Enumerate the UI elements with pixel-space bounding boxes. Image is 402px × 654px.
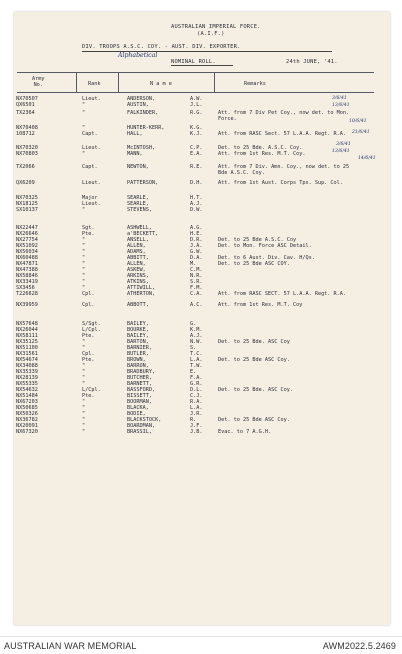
initials: K.J. — [190, 131, 203, 137]
surname: ATKINS, — [127, 279, 149, 285]
surname: ATHERTON, — [127, 291, 156, 297]
surname: BLACKSTOCK, — [127, 417, 162, 423]
roll-title-underline — [171, 65, 233, 66]
initials: J.R. — [190, 411, 203, 417]
initials: N.R. — [190, 273, 203, 279]
surname: STEVENS, — [127, 207, 152, 213]
initials: D.A. — [190, 255, 203, 261]
surname: BARNETT, — [127, 381, 152, 387]
surname: HUNTER-KERR, — [127, 125, 165, 131]
army-number: NX51092 — [16, 243, 38, 249]
rank: L/Cpl. — [82, 387, 101, 393]
rank: " — [82, 375, 86, 381]
surname: BRADBURY, — [127, 369, 156, 375]
roll-title: NOMINAL ROLL. — [171, 59, 216, 65]
remarks: Det. to 25 Bde ASC Coy. — [218, 357, 290, 363]
surname: BROWN, — [127, 357, 146, 363]
rank: " — [82, 243, 86, 249]
remarks: Evac. to 7 A.G.H. — [218, 429, 272, 435]
header-top-rule — [17, 72, 374, 73]
remarks: Det. to Mon. Force ASC Detail. — [218, 243, 312, 249]
initials: R.G. — [190, 110, 203, 116]
initials: N.W. — [190, 339, 203, 345]
footer-accession-number: AWM2022.5.2469 — [322, 641, 396, 651]
rank: " — [82, 102, 86, 108]
initials: D.W. — [190, 207, 203, 213]
army-number: NX31561 — [16, 351, 38, 357]
rank: " — [82, 237, 86, 243]
initials: D.L. — [190, 387, 203, 393]
column-name: N a m e — [150, 81, 172, 87]
surname: BAILEY, — [127, 321, 149, 327]
surname: BARTON, — [127, 339, 149, 345]
initials: D.H. — [190, 180, 203, 186]
column-army-no: Army No. — [32, 76, 45, 88]
army-number: QX6209 — [16, 180, 35, 186]
rank: Lieut. — [82, 145, 101, 151]
army-number: SX3456 — [16, 285, 35, 291]
army-number: NX28139 — [16, 375, 38, 381]
document-title: AUSTRALIAN IMPERIAL FORCE. — [171, 24, 261, 30]
rank: Cpl. — [82, 291, 95, 297]
army-number: SX10137 — [16, 207, 38, 213]
army-number: NX58846 — [16, 273, 38, 279]
surname: BAILEY, — [127, 333, 149, 339]
rank: " — [82, 110, 86, 116]
initials: T.C. — [190, 351, 203, 357]
rank: " — [82, 207, 86, 213]
surname: ASKEW, — [127, 267, 146, 273]
army-number: NX47388 — [16, 267, 38, 273]
unit-line: DIV. TROOPS A.S.C. COY. - AUST. DIV. EXPORTER. — [82, 44, 241, 50]
army-number: NX70320 — [16, 145, 38, 151]
initials: H.E. — [190, 231, 203, 237]
surname: ANDERSON, — [127, 96, 156, 102]
rank: " — [82, 423, 86, 429]
rank: " — [82, 417, 86, 423]
army-number: TX2364 — [16, 110, 35, 116]
handwritten-date: 14/6/41 — [358, 156, 376, 161]
army-number: NX58111 — [16, 333, 38, 339]
army-number: NX51100 — [16, 345, 38, 351]
footer-credit: AUSTRALIAN WAR MEMORIAL — [4, 641, 137, 651]
army-number: NX26646 — [16, 231, 38, 237]
initials: J.A. — [190, 243, 203, 249]
army-number: NX70325 — [16, 195, 38, 201]
army-number: NX35339 — [16, 369, 38, 375]
rank: S/Sgt. — [82, 321, 101, 327]
initials: E.A. — [190, 151, 203, 157]
initials: G. — [190, 321, 197, 327]
initials: A.J. — [190, 333, 203, 339]
army-number: 108712 — [16, 131, 35, 137]
rank: " — [82, 339, 86, 345]
remarks: Det. to 25 Bde ASC Coy. — [218, 417, 290, 423]
rank: Cpl. — [82, 351, 95, 357]
initials: A.W. — [190, 96, 203, 102]
column-remarks: Remarks — [244, 81, 266, 87]
initials: H.T. — [190, 195, 203, 201]
surname: SEARLE, — [127, 201, 149, 207]
army-number: NX50685 — [16, 405, 38, 411]
handwritten-date: 10/6/41 — [349, 119, 367, 124]
army-number: NX67203 — [16, 399, 38, 405]
surname: ALLEN, — [127, 243, 146, 249]
initials: J.F. — [190, 423, 203, 429]
rank: " — [82, 429, 86, 435]
army-number: QX6501 — [16, 102, 35, 108]
rank: " — [82, 399, 86, 405]
rank: " — [82, 369, 86, 375]
initials: S. — [190, 345, 197, 351]
handwritten-date: 3/6/41 — [332, 96, 347, 101]
army-number: NX18125 — [16, 201, 38, 207]
rank: " — [82, 273, 86, 279]
surname: BUTCHER, — [127, 375, 152, 381]
army-number: NX47871 — [16, 261, 38, 267]
rank: L/Cpl. — [82, 327, 101, 333]
column-divider — [214, 72, 215, 92]
rank: " — [82, 381, 86, 387]
surname: BUTLER, — [127, 351, 149, 357]
initials: T.W. — [190, 363, 203, 369]
column-divider — [76, 72, 77, 92]
rank: Lieut. — [82, 201, 101, 207]
initials: R. — [190, 417, 197, 423]
rank: Major — [82, 195, 98, 201]
surname: ABBOTT, — [127, 302, 149, 308]
rank: " — [82, 261, 86, 267]
surname: BASSFORD, — [127, 387, 156, 393]
handwritten-note: Alphabetical — [118, 52, 158, 59]
handwritten-date: 13/6/41 — [332, 103, 350, 108]
surname: NEWTON, — [127, 164, 149, 170]
rank: Lieut. — [82, 96, 101, 102]
initials: K.G. — [190, 125, 203, 131]
initials: S.R. — [190, 279, 203, 285]
army-number: NX54632 — [16, 387, 38, 393]
roll-date: 24th JUNE, '41. — [286, 59, 338, 65]
surname: ASHWELL, — [127, 225, 152, 231]
army-number: NX56034 — [16, 249, 38, 255]
rank: " — [82, 125, 86, 131]
initials: R.A. — [190, 399, 203, 405]
remarks: Att. from 1st Res. M.T. Coy. — [218, 151, 306, 157]
document-page — [14, 12, 390, 625]
initials: R.E. — [190, 164, 203, 170]
initials: G.R. — [190, 381, 203, 387]
remarks: Det. to 25 Bde. A.S.C. Coy. — [218, 145, 303, 151]
initials: G.W. — [190, 249, 203, 255]
initials: L.A. — [190, 357, 203, 363]
remarks: Att. from RASC SECT. 57 L.A.A. Regt. R.A. — [218, 291, 347, 297]
surname: BARRON, — [127, 363, 149, 369]
surname: SEARLE, — [127, 195, 149, 201]
army-number: NX36782 — [16, 417, 38, 423]
surname: MANN, — [127, 151, 143, 157]
rank: Pte. — [82, 231, 95, 237]
initials: C.P. — [190, 145, 203, 151]
remarks: Det. to 25 Bde. ASC Coy — [218, 339, 290, 345]
document-subtitle: (A.I.F.) — [197, 31, 225, 37]
initials: J.L. — [190, 102, 203, 108]
army-number: NX51484 — [16, 393, 38, 399]
rank: Lieut. — [82, 180, 101, 186]
initials: A.C. — [190, 302, 203, 308]
rank: " — [82, 363, 86, 369]
rank: " — [82, 255, 86, 261]
column-divider — [118, 72, 119, 92]
rank: Capt. — [82, 164, 98, 170]
remarks: Att. from 7 Div Pet Coy., now det. to Mon. Force. — [218, 110, 350, 122]
army-number: NX22447 — [16, 225, 38, 231]
surname: a'BECKETT, — [127, 231, 159, 237]
initials: C.J. — [190, 393, 203, 399]
header-bottom-rule — [17, 92, 374, 93]
remarks: Det. to 25 Bde. ASC Coy. — [218, 387, 293, 393]
surname: BOARDMAN, — [127, 423, 156, 429]
initials: L.A. — [190, 405, 203, 411]
column-rank: Rank — [88, 81, 101, 87]
surname: ADAMS, — [127, 249, 146, 255]
surname: ABBITT, — [127, 255, 149, 261]
army-number: NX20091 — [16, 423, 38, 429]
army-number: NX26044 — [16, 327, 38, 333]
rank: Pte. — [82, 393, 95, 399]
army-number: NX35125 — [16, 339, 38, 345]
handwritten-date: 13/6/41 — [332, 149, 350, 154]
surname: McINTOSH, — [127, 145, 156, 151]
army-number: NX34088 — [16, 363, 38, 369]
rank: " — [82, 345, 86, 351]
rank: Capt. — [82, 131, 98, 137]
surname: ALLEN, — [127, 261, 146, 267]
remarks: Att. from RASC Sect. 57 L.A.A. Regt. R.A. — [218, 131, 347, 137]
remarks: Det. to 6 Aust. Div. Cav. H/Qs. — [218, 255, 315, 261]
remarks: Att. from 1st Res. M.T. Coy — [218, 302, 303, 308]
army-number: NX70507 — [16, 96, 38, 102]
army-number: NX60488 — [16, 255, 38, 261]
army-number: T226628 — [16, 291, 38, 297]
rank: " — [82, 267, 86, 273]
remarks: Det. to 25 Bde A.S.C. Coy — [218, 237, 297, 243]
initials: A.G. — [190, 225, 203, 231]
remarks: Att. from 7 Div. Amn. Coy., now det. to 25 Bde A.S.C. Coy. — [218, 164, 350, 176]
rank: Pte. — [82, 333, 95, 339]
initials: D.R. — [190, 237, 203, 243]
handwritten-date: 3/6/41 — [336, 142, 351, 147]
initials: J.B. — [190, 429, 203, 435]
surname: BLACKA, — [127, 405, 149, 411]
rank: " — [82, 279, 86, 285]
army-number: NX67320 — [16, 429, 38, 435]
rank: Sgt. — [82, 225, 95, 231]
surname: BISSETT, — [127, 393, 152, 399]
rank: " — [82, 285, 86, 291]
footer-bar — [0, 636, 402, 654]
initials: C.M. — [190, 267, 203, 273]
surname: ATTIWILL, — [127, 285, 156, 291]
army-number: NX70803 — [16, 151, 38, 157]
initials: K.M. — [190, 327, 203, 333]
army-number: NX33419 — [16, 279, 38, 285]
handwritten-date: 21/6/41 — [352, 130, 370, 135]
rank: Cpl. — [82, 302, 95, 308]
initials: F.M. — [190, 285, 203, 291]
surname: ARKINS, — [127, 273, 149, 279]
initials: E. — [190, 369, 197, 375]
army-number: NX39959 — [16, 302, 38, 308]
surname: FALKINDER, — [127, 110, 159, 116]
rank: " — [82, 411, 86, 417]
surname: BARNIER, — [127, 345, 152, 351]
surname: ANSELL, — [127, 237, 149, 243]
surname: BOORMAN, — [127, 399, 152, 405]
rank: " — [82, 405, 86, 411]
army-number: NX54674 — [16, 357, 38, 363]
surname: BRASSIL, — [127, 429, 152, 435]
surname: BODIE, — [127, 411, 146, 417]
army-number: NX70408 — [16, 125, 38, 131]
initials: M. — [190, 261, 197, 267]
rank: " — [82, 249, 86, 255]
rank: " — [82, 151, 86, 157]
initials: A.J. — [190, 201, 203, 207]
surname: HALL, — [127, 131, 143, 137]
remarks: Det. to 25 Bde ASC COY. — [218, 261, 290, 267]
army-number: NX55335 — [16, 381, 38, 387]
army-number: NX50326 — [16, 411, 38, 417]
surname: PATTERSON, — [127, 180, 159, 186]
army-number: NX27754 — [16, 237, 38, 243]
remarks: Att. from 1st Aust. Corps Tps. Sup. Col. — [218, 180, 343, 186]
army-number: TX2066 — [16, 164, 35, 170]
initials: F.A. — [190, 375, 203, 381]
surname: AUSTIN, — [127, 102, 149, 108]
surname: BOURKE, — [127, 327, 149, 333]
initials: C.A. — [190, 291, 203, 297]
army-number: NX57648 — [16, 321, 38, 327]
rank: Pte. — [82, 357, 95, 363]
